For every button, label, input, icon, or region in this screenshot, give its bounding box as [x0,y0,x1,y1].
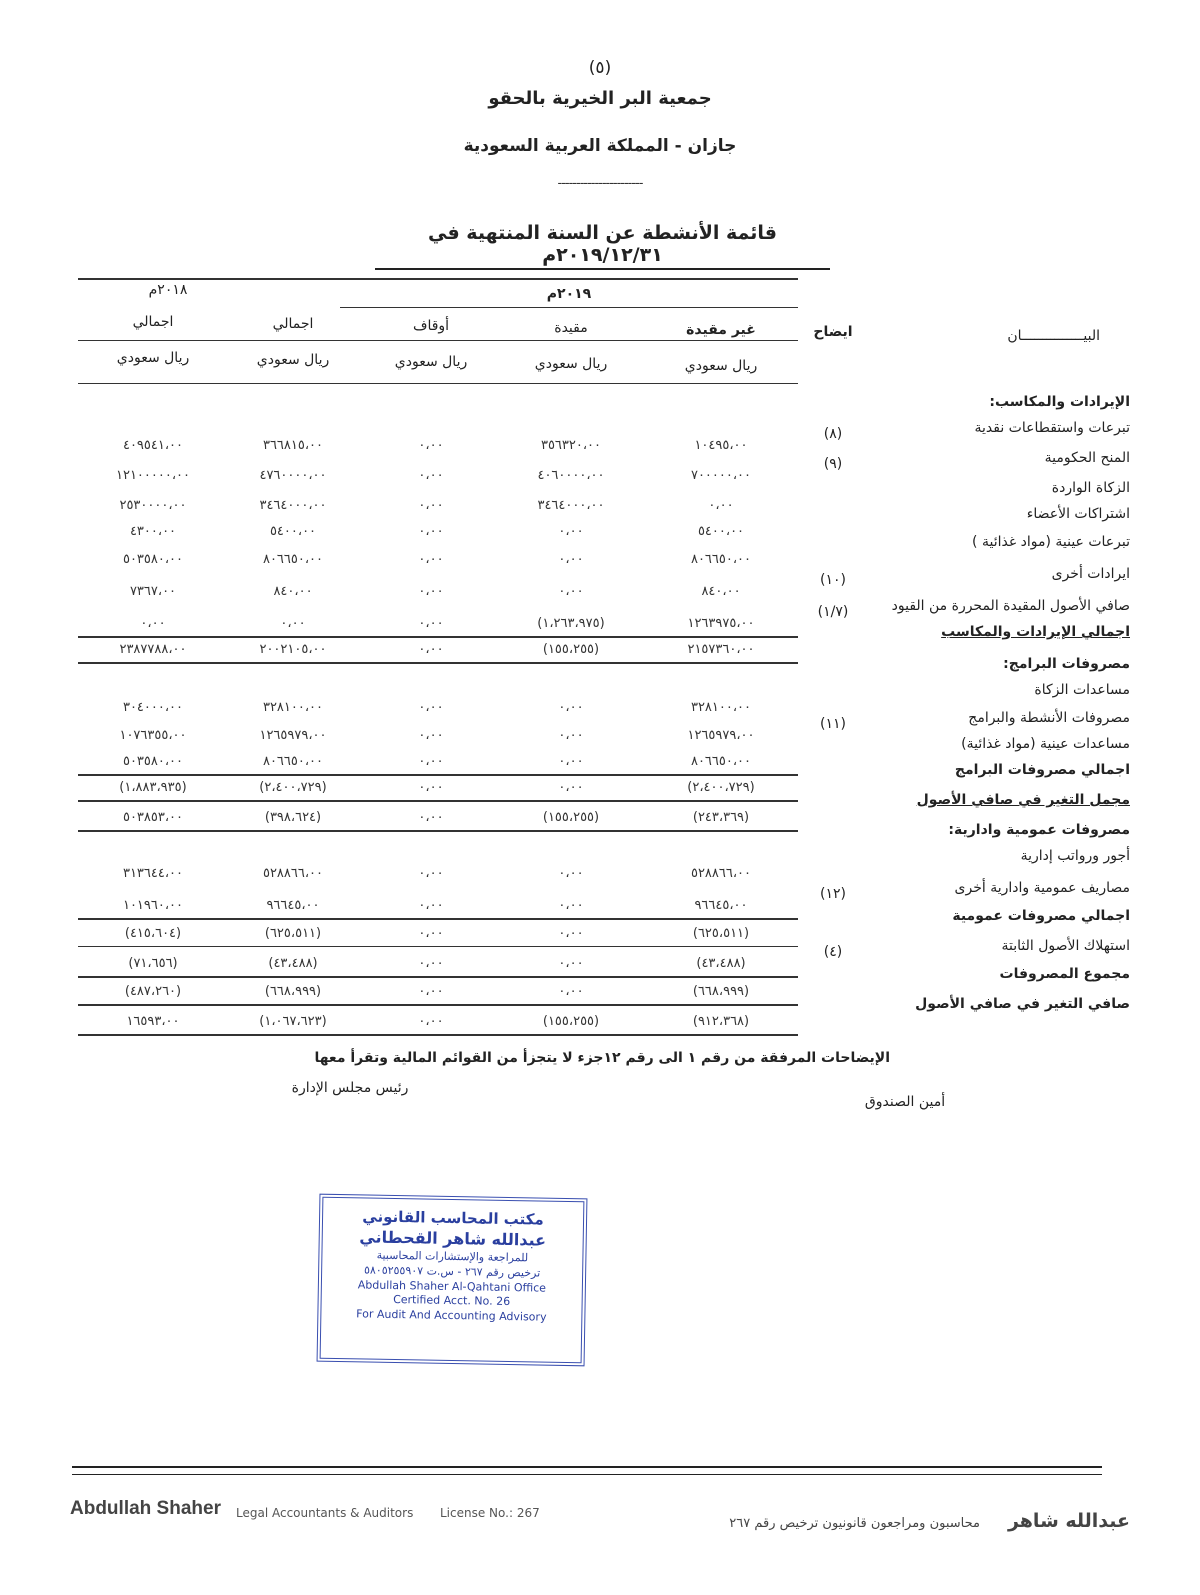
cell-t18: ٢٥٣٠٠٠٠،٠٠ [119,498,187,513]
cell-t18: (٤٨٧،٢٦٠) [124,984,182,999]
cell-t19: ٤٧٦٠٠٠٠،٠٠ [259,468,327,483]
cell-t19: (٦٢٥،٥١١) [264,926,322,941]
cell-w: ٠،٠٠ [418,728,444,743]
row-label: مساعدات عينية (مواد غذائية) [961,736,1130,752]
cell-r: (١،٢٦٣،٩٧٥) [537,616,605,631]
cell-u: ٨٠٦٦٥٠،٠٠ [690,754,752,769]
row-label: مصروفات البرامج: [1003,656,1130,672]
cell-t19: (٢،٤٠٠،٧٢٩) [259,780,327,795]
cell-w: ٠،٠٠ [418,552,444,567]
cell-r: ٣٤٦٤٠٠٠،٠٠ [537,498,605,513]
row-note-ref: (٨) [823,426,843,442]
row-label: مجموع المصروفات [999,966,1130,982]
cell-t18: ٢٣٨٧٧٨٨،٠٠ [119,642,187,657]
row-total-rule [78,636,798,638]
year-2019-header: ٢٠١٩م [546,286,592,302]
row-label: استهلاك الأصول الثابتة [1001,938,1130,954]
cell-t19: (٦٦٨،٩٩٩) [264,984,322,999]
cell-r: (١٥٥،٢٥٥) [542,642,600,657]
cell-t19: (٣٩٨،٦٢٤) [264,810,322,825]
stamp-line-5: Abdullah Shaher Al-Qahtani Office [357,1277,547,1295]
cell-w: ٠،٠٠ [418,584,444,599]
cell-w: ٠،٠٠ [418,984,444,999]
row-label: اجمالي مصروفات البرامج [954,762,1130,778]
row-total-rule [78,946,798,947]
row-label: تبرعات عينية (مواد غذائية ) [972,534,1130,550]
location-line: جازان - المملكة العربية السعودية [463,136,737,156]
row-label: ايرادات أخرى [1051,566,1130,582]
row-total-rule [78,774,798,776]
col-total-2019-header: اجمالي [272,316,314,332]
cell-t19: ٥٢٨٨٦٦،٠٠ [262,866,324,881]
row-total-rule [78,918,798,920]
organization-name: جمعية البر الخيرية بالحقو [488,88,712,109]
cell-t19: ٣٢٨١٠٠،٠٠ [262,700,324,715]
row-total-rule [78,976,798,978]
currency-restricted: ريال سعودي [534,356,608,372]
cell-w: ٠،٠٠ [418,438,444,453]
currency-total-2018: ريال سعودي [116,350,190,366]
footer-desc-en: Legal Accountants & Auditors [236,1506,414,1520]
row-label: مصروفات الأنشطة والبرامج [968,710,1130,726]
cell-r: (١٥٥،٢٥٥) [542,810,600,825]
cell-u: (٤٣،٤٨٨) [696,956,746,971]
footer-brand-en: Abdullah Shaher [70,1498,221,1519]
stamp-line-4: ترخيص رقم ٢٦٧ - س.ت ٥٨٠٥٢٥٥٩٠٧ [363,1263,541,1280]
cell-u: (٢،٤٠٠،٧٢٩) [687,780,755,795]
cell-r: ٠،٠٠ [558,984,584,999]
cell-u: ١٢٦٥٩٧٩،٠٠ [687,728,755,743]
cell-u: ٩٦٦٤٥،٠٠ [694,898,748,913]
cell-t19: ٣٤٦٤٠٠٠،٠٠ [259,498,327,513]
cell-u: ١٢٦٣٩٧٥،٠٠ [687,616,755,631]
cell-w: ٠،٠٠ [418,780,444,795]
cell-t18: ٥٠٣٨٥٣،٠٠ [122,810,184,825]
cell-w: ٠،٠٠ [418,498,444,513]
row-label: مصاريف عمومية وادارية أخرى [954,880,1130,896]
cell-t18: ٣٠٤٠٠٠،٠٠ [122,700,184,715]
cell-t18: ١٢١٠٠٠٠٠،٠٠ [115,468,191,483]
row-label: الزكاة الواردة [1051,480,1130,496]
cell-w: ٠،٠٠ [418,956,444,971]
row-label: اشتراكات الأعضاء [1026,506,1130,522]
cell-t18: ٤٠٩٥٤١،٠٠ [122,438,184,453]
cell-u: ٨٠٦٦٥٠،٠٠ [690,552,752,567]
row-total-rule [78,830,798,832]
stamp-line-7: For Audit And Accounting Advisory [356,1307,547,1324]
cell-u: ٠،٠٠ [708,498,734,513]
row-total-rule [78,662,798,664]
auditor-stamp [317,1194,588,1367]
cell-w: ٠،٠٠ [418,754,444,769]
row-note-ref: (١١) [820,716,846,732]
cell-u: ٣٢٨١٠٠،٠٠ [690,700,752,715]
page-number: (٥) [588,58,612,78]
cell-t19: ٨٠٦٦٥٠،٠٠ [262,754,324,769]
cell-u: ٨٤٠،٠٠ [701,584,741,599]
cell-w: ٠،٠٠ [418,468,444,483]
footer-rule-bottom [72,1474,1102,1475]
year-2018-header: ٢٠١٨م [148,282,188,298]
cell-r: ٠،٠٠ [558,926,584,941]
row-label: مساعدات الزكاة [1034,682,1130,698]
row-label: المنح الحكومية [1044,450,1130,466]
cell-t18: (١،٨٨٣،٩٣٥) [119,780,187,795]
row-label: صافي الأصول المقيدة المحررة من القيود [891,598,1130,614]
row-label: اجمالي مصروفات عمومية [952,908,1130,924]
cell-t18: ١٠٧٦٣٥٥،٠٠ [119,728,187,743]
separator-dashes: ----------------------- [557,176,643,191]
cell-r: ٠،٠٠ [558,552,584,567]
cell-r: ٠،٠٠ [558,700,584,715]
cell-w: ٠،٠٠ [418,898,444,913]
cell-t19: ١٢٦٥٩٧٩،٠٠ [259,728,327,743]
cell-r: ٠،٠٠ [558,754,584,769]
cell-w: ٠،٠٠ [418,810,444,825]
row-note-ref: (٤) [823,944,843,960]
cell-t19: ٢٠٠٢١٠٥،٠٠ [259,642,327,657]
table-top-rule [78,278,798,280]
cell-r: ٠،٠٠ [558,866,584,881]
footer-brand-ar: عبدالله شاهر [1007,1510,1130,1532]
stamp-line-2: عبدالله شاهر القحطاني [359,1227,547,1250]
cell-t19: (٤٣،٤٨٨) [268,956,318,971]
cell-w: ٠،٠٠ [418,616,444,631]
footer-license-en: License No.: 267 [440,1506,540,1520]
footer-rule-top [72,1466,1102,1468]
row-note-ref: (١٠) [820,572,846,588]
cell-t18: ٧٣٦٧،٠٠ [129,584,177,599]
cell-r: ٣٥٦٣٢٠،٠٠ [540,438,602,453]
cell-t19: ٠،٠٠ [280,616,306,631]
cell-t18: ١٠١٩٦٠،٠٠ [122,898,184,913]
stamp-line-3: للمراجعة والإستشارات المحاسبية [376,1248,529,1265]
cell-r: ٠،٠٠ [558,524,584,539]
currency-total-2019: ريال سعودي [256,352,330,368]
column-header-rule [78,340,798,341]
treasurer-signature-label: أمين الصندوق [864,1094,946,1110]
col-unrestricted-header: غير مقيدة [686,322,756,338]
statement-title: قائمة الأنشطة عن السنة المنتهية في ٢٠١٩/١٢/٣١م [375,222,830,270]
cell-r: ٠،٠٠ [558,728,584,743]
cell-w: ٠،٠٠ [418,866,444,881]
cell-w: ٠،٠٠ [418,642,444,657]
stamp-line-6: Certified Acct. No. 26 [393,1293,511,1309]
cell-t19: (١،٠٦٧،٦٢٣) [259,1014,327,1029]
cell-t18: ٥٠٣٥٨٠،٠٠ [122,754,184,769]
col-restricted-header: مقيدة [554,320,588,336]
cell-u: (٦٦٨،٩٩٩) [692,984,750,999]
cell-u: (٦٢٥،٥١١) [692,926,750,941]
cell-u: ٢١٥٧٣٦٠،٠٠ [687,642,755,657]
cell-u: (٢٤٣،٣٦٩) [692,810,750,825]
stamp-line-1: مكتب المحاسب القانوني [362,1207,544,1229]
cell-t18: ١٦٥٩٣،٠٠ [126,1014,180,1029]
cell-t19: ٣٦٦٨١٥،٠٠ [262,438,324,453]
cell-t18: ٣١٣٦٤٤،٠٠ [122,866,184,881]
row-label: مصروفات عمومية وادارية: [948,822,1130,838]
cell-u: ٥٤٠٠،٠٠ [697,524,745,539]
cell-t19: ٩٦٦٤٥،٠٠ [266,898,320,913]
row-label: اجمالي الإيرادات والمكاسب [941,624,1130,640]
cell-u: (٩١٢،٣٦٨) [692,1014,750,1029]
notes-disclaimer: الإيضاحات المرفقة من رقم ١ الى رقم ١٢جزء لا يتجزأ من القوائم المالية وتقرأ معها [314,1050,890,1066]
cell-t18: ٥٠٣٥٨٠،٠٠ [122,552,184,567]
cell-w: ٠،٠٠ [418,524,444,539]
cell-u: ١٠٤٩٥،٠٠ [694,438,748,453]
footer-desc-ar: محاسبون ومراجعون قانونيون ترخيص رقم ٢٦٧ [729,1516,980,1531]
row-total-rule [78,1004,798,1006]
row-label: مجمل التغير في صافي الأصول [916,792,1130,808]
cell-t18: (٧١،٦٥٦) [128,956,178,971]
cell-w: ٠،٠٠ [418,926,444,941]
row-label: أجور ورواتب إدارية [1020,848,1130,864]
cell-u: ٥٢٨٨٦٦،٠٠ [690,866,752,881]
currency-endowments: ريال سعودي [394,354,468,370]
row-note-ref: (١٢) [820,886,846,902]
chairman-signature-label: رئيس مجلس الإدارة [291,1080,409,1096]
cell-r: ٠،٠٠ [558,780,584,795]
row-note-ref: (١/٧) [817,604,849,620]
col-endowments-header: أوقاف [412,318,450,334]
cell-t18: ٤٣٠٠،٠٠ [129,524,177,539]
year-2019-rule [340,307,798,308]
cell-t18: (٤١٥،٦٠٤) [124,926,182,941]
row-total-rule [78,1034,798,1036]
col-statement-header: البيـــــــــــــــان [1007,328,1100,344]
cell-t18: ٠،٠٠ [140,616,166,631]
cell-t19: ٨٤٠،٠٠ [273,584,313,599]
row-total-rule [78,800,798,802]
row-note-ref: (٩) [823,456,843,472]
cell-r: ٠،٠٠ [558,898,584,913]
cell-r: (١٥٥،٢٥٥) [542,1014,600,1029]
row-label: تبرعات واستقطاعات نقدية [974,420,1130,436]
col-total-2018-header: اجمالي [132,314,174,330]
cell-t19: ٨٠٦٦٥٠،٠٠ [262,552,324,567]
currency-unrestricted: ريال سعودي [684,358,758,374]
cell-u: ٧٠٠٠٠٠،٠٠ [690,468,752,483]
cell-r: ٠،٠٠ [558,584,584,599]
cell-w: ٠،٠٠ [418,700,444,715]
cell-w: ٠،٠٠ [418,1014,444,1029]
row-label: الإيرادات والمكاسب: [989,394,1130,410]
cell-r: ٠،٠٠ [558,956,584,971]
cell-r: ٤٠٦٠٠٠٠،٠٠ [537,468,605,483]
col-note-header: ايضاح [813,324,853,340]
currency-rule [78,383,798,384]
cell-t19: ٥٤٠٠،٠٠ [269,524,317,539]
row-label: صافي التغير في صافي الأصول [915,996,1130,1012]
